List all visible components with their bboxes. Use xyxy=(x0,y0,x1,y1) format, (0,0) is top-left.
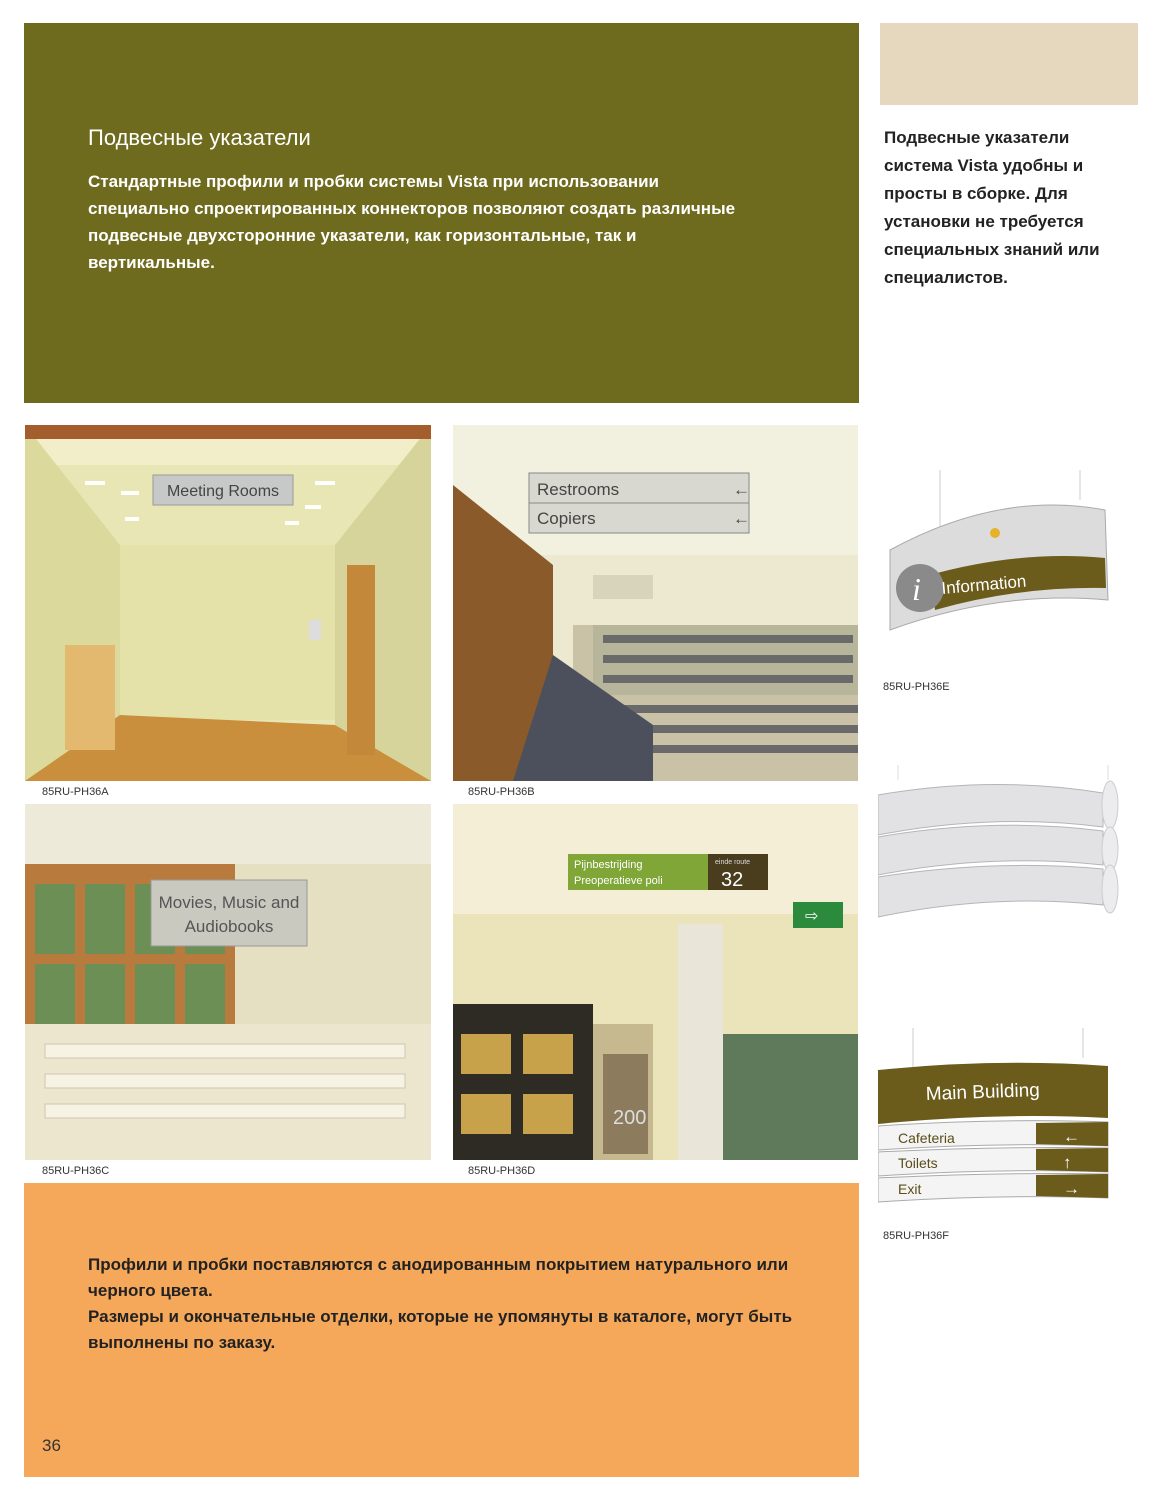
sign-movies-line2: Audiobooks xyxy=(184,917,274,936)
caption-ph36f: 85RU-PH36F xyxy=(883,1230,950,1242)
poster-number: 200 xyxy=(613,1107,647,1129)
caption-ph36c: 85RU-PH36C xyxy=(42,1165,110,1177)
footer-line-2: Размеры и окончательные отделки, которые не упомянуты в каталоге, могут быть выполнены по заказу. xyxy=(88,1307,793,1352)
sign-einde-route: einde route xyxy=(715,859,751,866)
info-letter: i xyxy=(912,571,921,607)
product-information-sign xyxy=(880,470,1140,640)
sign-meeting-rooms: Meeting Rooms xyxy=(166,483,280,500)
photo-hospital-corridor xyxy=(453,804,858,1160)
footer-line-1: Профили и пробки поставляются с анодированным покрытием натурального или черного цвета. xyxy=(88,1255,789,1300)
photo-meeting-rooms xyxy=(25,425,431,781)
sign-movies-line1: Movies, Music and xyxy=(158,893,300,912)
arrow-right-icon: → xyxy=(1063,1179,1080,1198)
product-main-building-sign xyxy=(878,1028,1140,1208)
beige-accent xyxy=(880,23,1138,105)
sign-restrooms: Restrooms xyxy=(537,480,620,499)
arrow-left-icon: ← xyxy=(1063,1127,1080,1146)
arrow-up-icon: ↑ xyxy=(1063,1153,1072,1172)
sign-information: Information xyxy=(940,571,1028,598)
sign-pijnbestrijding: Pijnbestrijding xyxy=(574,859,643,871)
photo-library-aisle xyxy=(453,425,858,781)
page-number: 36 xyxy=(42,1436,61,1455)
exit-arrow-icon: ⇨ xyxy=(805,908,819,925)
sign-cafeteria: Cafeteria xyxy=(898,1130,955,1146)
caption-ph36e: 85RU-PH36E xyxy=(883,681,950,693)
footer-text xyxy=(88,1252,828,1356)
sign-toilets: Toilets xyxy=(898,1155,938,1171)
sign-exit: Exit xyxy=(898,1181,922,1197)
sign-number: 32 xyxy=(721,869,744,891)
sign-preoperatieve: Preoperatieve poli xyxy=(574,875,663,887)
sign-copiers: Copiers xyxy=(537,509,596,528)
photo-library-shelves xyxy=(25,804,431,1160)
sign-main-building: Main Building xyxy=(925,1080,1041,1105)
page-title: Подвесные указатели xyxy=(88,125,311,150)
sidebar-text: Подвесные указатели система Vista удобны и просты в сборке. Для установки не требуется специальных знаний или специалистов. xyxy=(884,128,1100,287)
caption-ph36a: 85RU-PH36A xyxy=(42,786,109,798)
arrow-left-icon: ← xyxy=(733,480,750,499)
intro-text: Стандартные профили и пробки системы Vista при использовании специально спроектированных коннекторов позволяют создать различные подвесные двухсторонние указатели, как горизонтальные, так и вертикальные. xyxy=(88,172,736,272)
arrow-left-icon: ← xyxy=(733,509,750,528)
caption-ph36b: 85RU-PH36B xyxy=(468,786,535,798)
caption-ph36d: 85RU-PH36D xyxy=(468,1165,536,1177)
product-profile-stack xyxy=(878,765,1138,937)
